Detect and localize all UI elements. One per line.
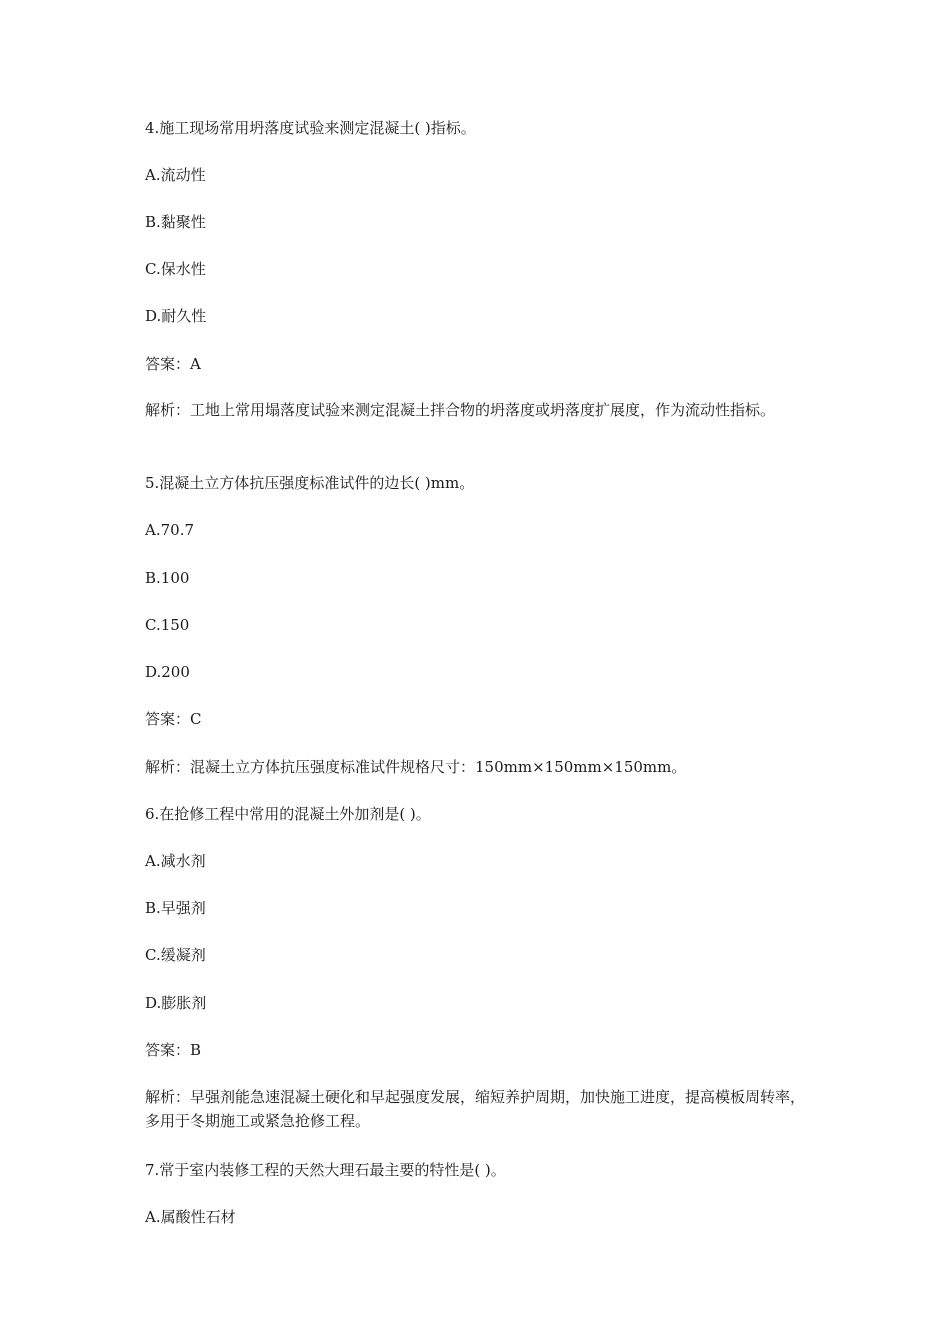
question-6-answer: 答案：B (145, 1041, 202, 1059)
question-6-option-a: A.减水剂 (145, 852, 206, 870)
question-4-stem: 4.施工现场常用坍落度试验来测定混凝土( )指标。 (145, 119, 476, 137)
question-4-answer: 答案：A (145, 355, 201, 373)
question-5-stem: 5.混凝土立方体抗压强度标准试件的边长( )mm。 (145, 474, 475, 492)
question-5-option-b: B.100 (145, 569, 190, 587)
question-5-answer: 答案：C (145, 710, 202, 728)
question-4-option-d: D.耐久性 (145, 307, 207, 325)
question-6-option-b: B.早强剂 (145, 899, 206, 917)
question-6-stem: 6.在抢修工程中常用的混凝土外加剂是( )。 (145, 805, 431, 823)
question-5-option-a: A.70.7 (145, 521, 194, 539)
question-4-option-b: B.黏聚性 (145, 213, 206, 231)
question-5-option-d: D.200 (145, 663, 190, 681)
question-5-analysis: 解析：混凝土立方体抗压强度标准试件规格尺寸：150mm×150mm×150mm。 (145, 758, 687, 776)
question-6-option-c: C.缓凝剂 (145, 946, 206, 964)
question-4-analysis: 解析：工地上常用塌落度试验来测定混凝土拌合物的坍落度或坍落度扩展度，作为流动性指标。 (145, 401, 776, 419)
question-5-option-c: C.150 (145, 616, 190, 634)
question-6-analysis: 解析：早强剂能急速混凝土硬化和早起强度发展，缩短养护周期，加快施工进度，提高模板周转率，多用于冬期施工或紧急抢修工程。 (145, 1088, 806, 1130)
question-4-option-a: A.流动性 (145, 166, 206, 184)
question-7-option-a: A.属酸性石材 (145, 1208, 236, 1226)
question-6-option-d: D.膨胀剂 (145, 994, 207, 1012)
question-7-stem: 7.常于室内装修工程的天然大理石最主要的特性是( )。 (145, 1161, 506, 1179)
question-4-option-c: C.保水性 (145, 260, 206, 278)
